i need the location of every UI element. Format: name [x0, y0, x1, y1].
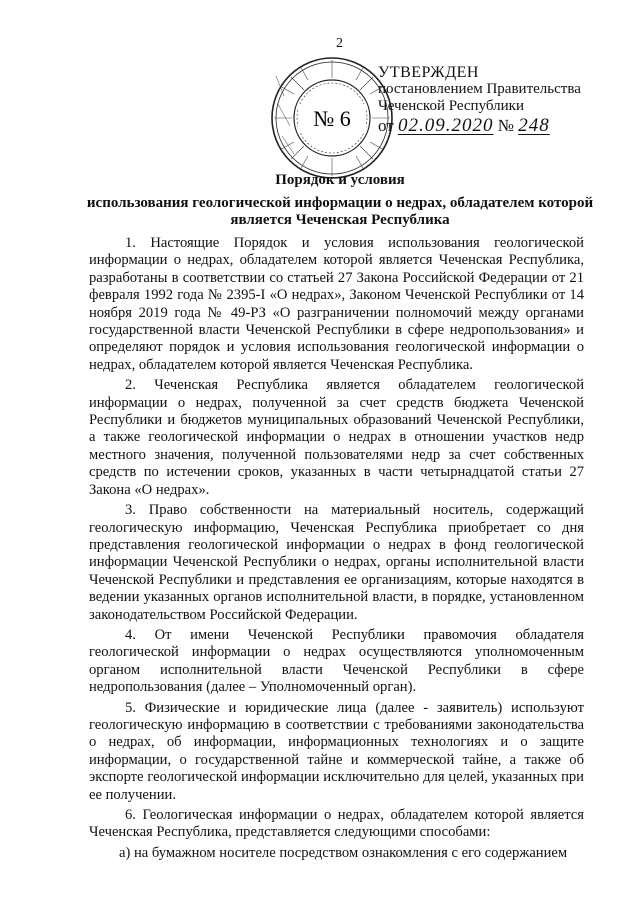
number-prefix: № — [497, 116, 514, 135]
approval-line-resolution: постановлением Правительства — [378, 81, 581, 97]
paragraph-2: 2. Чеченская Республика является обладателем геологической информации о недрах, полученной за счет средств бюджета Чеченской Республики и бюджетов муниципальных образований Чеченской Республики, а также геологической информации о недрах в отношении участков недр местного значения, полученной пользователями недр за счет собственных средств по истечении сроков, указанных в части четырнадцатой статьи 27 Закона «О недрах». — [89, 377, 584, 498]
document-title — [80, 172, 600, 229]
list-item-a: а) на бумажном носителе посредством ознакомления с его содержанием — [119, 844, 568, 861]
approval-date-line — [378, 117, 618, 134]
approval-date: 02.09.2020 — [397, 115, 494, 136]
date-prefix: от — [378, 116, 394, 135]
document-body — [89, 235, 584, 865]
paragraph-5: 5. Физические и юридические лица (далее - заявитель) используют геологическую информацию в соответствии с требованиями законодательства о недрах, об информации, информационных технологиях и о защите информации, о государственной тайне и коммерческой тайне, а также об экспорте геологической информации исключительно для целей, указанных при ее получении. — [89, 699, 584, 803]
page-number: 2 — [336, 36, 343, 51]
paragraph-3: 3. Право собственности на материальный носитель, содержащий геологическую информацию, Чеченская Республика приобретает со дня представления геологической информации о недрах в фонд геологической информации Чеченской Республики о недрах, органы исполнительной власти Чеченской Республики и представления ее организациям, которые находятся в ведении указанных органов исполнительной власти, в порядке, установленном законодательством Российской Федерации. — [89, 502, 584, 623]
official-seal-stamp — [270, 56, 394, 180]
title-line-2: использования геологической информации о недрах, обладателем которой является Чеченская Республика — [86, 195, 594, 228]
approval-block — [378, 64, 618, 134]
paragraph-1: 1. Настоящие Порядок и условия использования геологической информации о недрах, обладателем которой является Чеченская Республика, разработаны в соответствии со статьей 27 Закона Российской Федерации от 21 февраля 1992 года № 2395-I «О недрах», Законом Чеченской Республики от 14 ноября 2019 года № 49-РЗ «О разграничении полномочий между органами государственной власти Чеченской Республики в сфере недропользования» и определяют порядок и условия использования геологической информации о недрах, обладателем которой является Чеченская Республика. — [89, 235, 584, 373]
approval-heading: УТВЕРЖДЕН — [378, 64, 479, 81]
title-line-1: Порядок и условия — [275, 172, 405, 188]
paragraph-6: 6. Геологическая информации о недрах, обладателем которой является Чеченская Республика, представляется следующими способами: — [89, 807, 584, 841]
approval-number: 248 — [518, 115, 550, 136]
seal-number: № 6 — [313, 106, 351, 131]
approval-line-republic: Чеченской Республики — [378, 98, 524, 114]
paragraph-4: 4. От имени Чеченской Республики правомочия обладателя геологической информации о недрах осуществляются уполномоченным органом исполнительной власти Чеченской Республики в сфере недропользования (далее – Уполномоченный орган). — [89, 626, 584, 696]
